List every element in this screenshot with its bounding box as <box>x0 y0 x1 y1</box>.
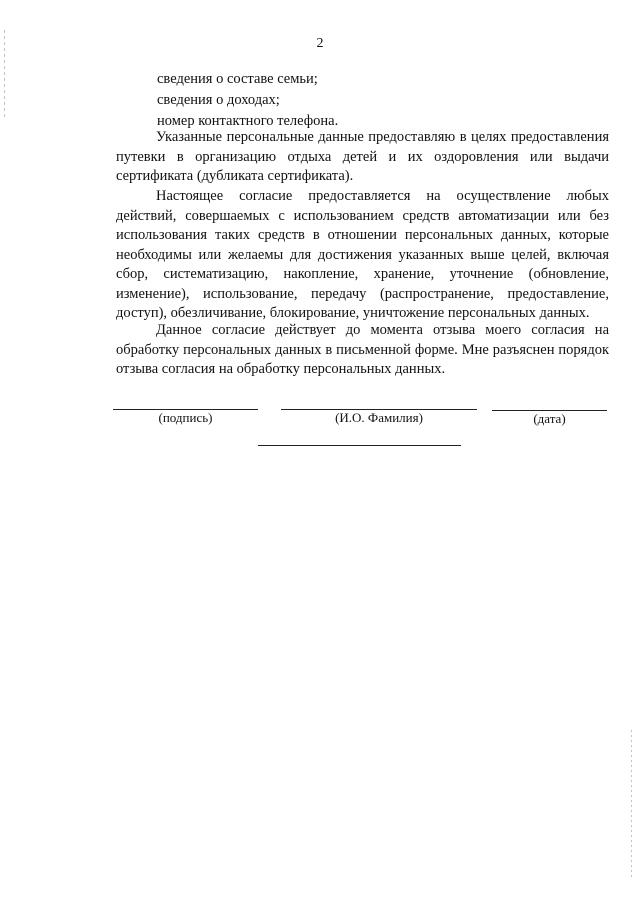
data-list <box>157 69 597 132</box>
signature-caption: (подпись) <box>158 410 213 425</box>
page-number: 2 <box>316 36 324 51</box>
consent-validity-paragraph: Данное согласие действует до момента отзыва моего согласия на обработку персональных данных в письменной форме. Мне разъяснен порядок отзыва согласия на обработку персональных данных. <box>116 322 609 377</box>
separator-line <box>258 445 461 446</box>
scan-edge-artifact <box>631 730 632 880</box>
list-item: сведения о доходах; <box>157 92 280 108</box>
name-caption: (И.О. Фамилия) <box>335 410 423 425</box>
list-item: сведения о составе семьи; <box>157 71 318 87</box>
consent-scope-paragraph: Настоящее согласие предоставляется на осуществление любых действий, совершаемых с использованием средств автоматизации или без использования таких средств в отношении персональных данных, которые необходимы или желаемы для достижения указанных выше целей, включая сбор, систематизацию, накопление, хранение, уточнение (обновление, изменение), использование, передачу (распространение, предоставление, доступ), обезличивание, блокирование, уничтожение персональных данных. <box>116 188 609 321</box>
list-item: номер контактного телефона. <box>157 113 339 129</box>
purpose-paragraph: Указанные персональные данные предоставляю в целях предоставления путевки в организацию отдыха детей и их оздоровления или выдачи сертификата (дубликата сертификата). <box>116 129 609 184</box>
date-caption: (дата) <box>533 411 566 426</box>
